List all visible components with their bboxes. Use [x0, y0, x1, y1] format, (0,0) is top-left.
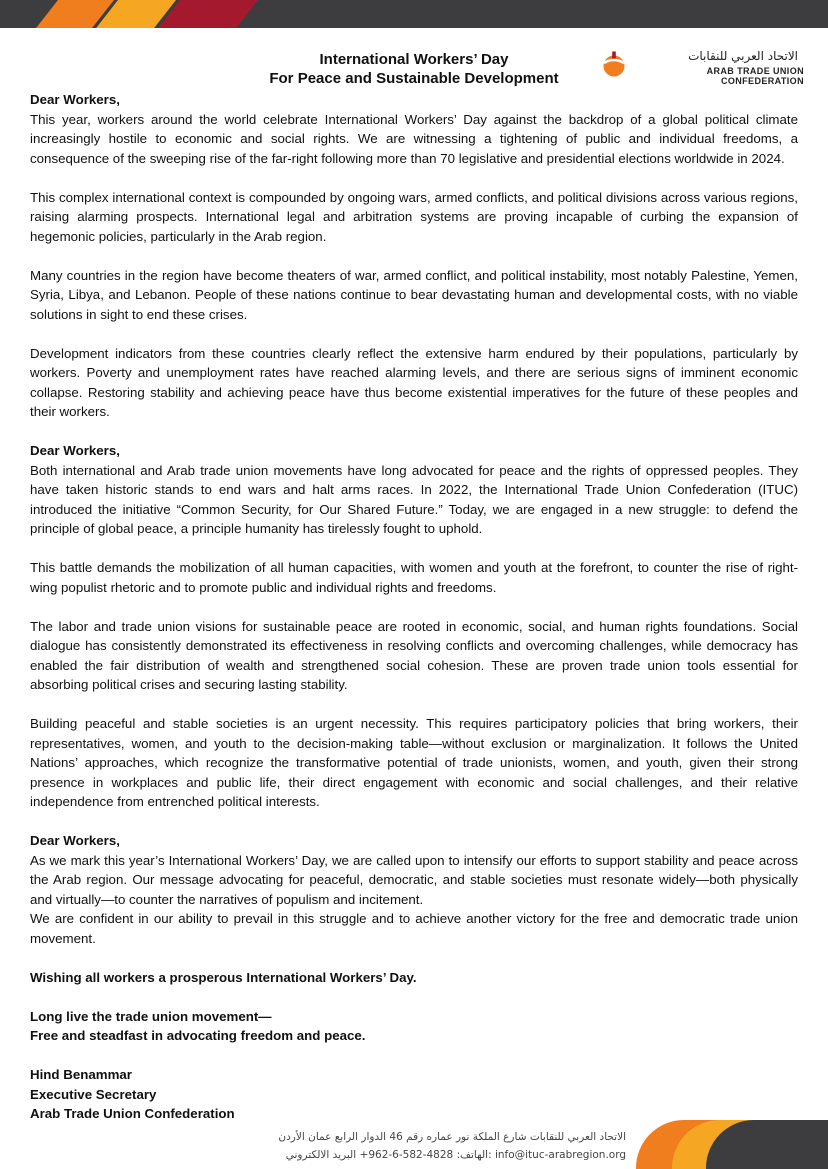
paragraph: Many countries in the region have become theaters of war, armed conflict, and political instability, most notably Palestine, Yemen, Syria, Libya, and Lebanon. People of these nations continue to bear devastating human and developmental costs, with no viable solutions in sight to end these crises. — [30, 267, 798, 322]
footer-address: الاتحاد العربي للنقابات شارع الملكة نور عماره رقم 46 الدوار الرابع عمان الأردن — [278, 1131, 626, 1143]
closing-wish: Wishing all workers a prosperous International Workers’ Day. — [30, 969, 417, 985]
paragraph: As we mark this year’s International Workers’ Day, we are called upon to intensify our efforts to support stability and peace across the Arab region. Our message advocating for peaceful, democratic, and stable societies must resonate widely—both physically and virtually—to counter the narratives of populism and incitement. — [30, 852, 798, 907]
signatory-role: Executive Secretary — [30, 1086, 157, 1102]
greeting: Dear Workers, — [30, 833, 120, 848]
crimson-stripe — [158, 0, 258, 28]
logo-english-name: ARAB TRADE UNION CONFEDERATION — [706, 66, 804, 86]
greeting: Dear Workers, — [30, 92, 120, 107]
letter-header — [0, 48, 828, 90]
atuc-logo — [598, 48, 808, 86]
bottom-decorative-shapes — [620, 1120, 828, 1169]
title-line-2: For Peace and Sustainable Development — [269, 70, 559, 87]
letter-body — [30, 90, 798, 1124]
top-decorative-band — [0, 0, 828, 28]
paragraph: This complex international context is compounded by ongoing wars, armed conflicts, and political divisions across various regions, raising alarming prospects. International legal and arbitration systems are proving incapable of curbing the expansion of hegemonic policies, particularly in the Arab region. — [30, 189, 798, 244]
paragraph: Both international and Arab trade union movements have long advocated for peace and the rights of oppressed peoples. They have taken historic stands to end wars and halt arms races. In 2022, the International Trade Union Confederation (ITUC) introduced the initiative “Common Security, for Our Shared Future.” Today, we are engaged in a new struggle: to defend the principle of global peace, a principle humanity has tirelessly fought to uphold. — [30, 462, 798, 536]
atuc-logo-icon — [600, 51, 628, 79]
paragraph: This year, workers around the world celebrate International Workers’ Day against the backdrop of a global political climate increasingly hostile to economic and social rights. We are witnessing a tightening of public and individual freedoms, a consequence of the sweeping rise of the far-right following more than 70 legislative and presidential elections worldwide in 2024. — [30, 111, 798, 166]
paragraph: Building peaceful and stable societies is an urgent necessity. This requires participatory policies that bring workers, their representatives, women, and youth to the decision-making table—without exclusion or marginalization. It follows the United Nations’ approaches, which recognize the transformative potential of trade unionists, women, and youth, given their strong presence in workplaces and public life, their direct engagement with economic and social challenges, and their relative independence from entrenched political interests. — [30, 716, 798, 809]
paragraph: Development indicators from these countries clearly reflect the extensive harm endured by their populations, particularly by workers. Poverty and unemployment rates have reached alarming levels, and there are serious signs of imminent economic collapse. Restoring stability and achieving peace have thus become existential imperatives for the future of these peoples and their workers. — [30, 345, 798, 419]
title-line-1: International Workers’ Day — [319, 51, 509, 68]
greeting: Dear Workers, — [30, 443, 120, 458]
footer-contact: الهاتف: 4828-582-6-962+ البريد الالكتروني: info@ituc-arabregion.org — [285, 1149, 626, 1161]
logo-arabic-name: الاتحاد العربي للنقابات — [688, 49, 798, 63]
signatory-organization: Arab Trade Union Confederation — [30, 1106, 235, 1121]
signatory-name: Hind Benammar — [30, 1067, 132, 1082]
paragraph: We are confident in our ability to prevail in this struggle and to achieve another victory for the free and democratic trade union movement. — [30, 911, 798, 946]
slogan-line-1: Long live the trade union movement— — [30, 1008, 272, 1024]
slogan-line-2: Free and steadfast in advocating freedom and peace. — [30, 1028, 366, 1043]
letter-title — [214, 50, 614, 88]
paragraph: This battle demands the mobilization of all human capacities, with women and youth at the forefront, to counter the rise of right-wing populist rhetoric and to promote public and individual rights and freedoms. — [30, 560, 798, 595]
paragraph: The labor and trade union visions for sustainable peace are rooted in economic, social, and human rights foundations. Social dialogue has consistently demonstrated its effectiveness in resolving conflicts and overcoming challenges, while democracy has enabled the fair distribution of wealth and strengthened social cohesion. These are proven trade union tools essential for absorbing political crises and securing lasting stability. — [30, 618, 798, 692]
